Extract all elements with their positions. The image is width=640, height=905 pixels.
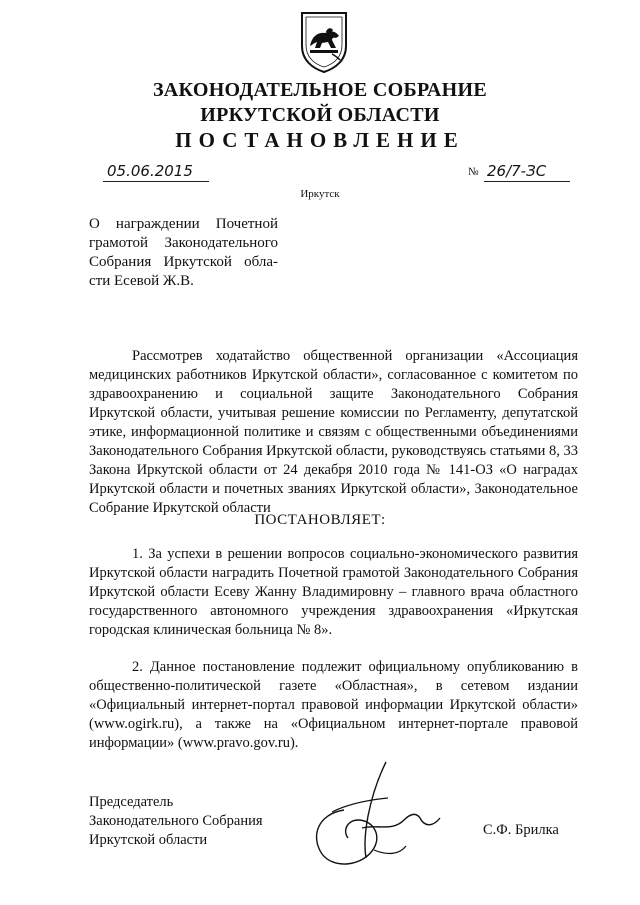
number-field bbox=[468, 162, 570, 184]
date-underline bbox=[103, 181, 209, 182]
number-sign: № bbox=[468, 166, 479, 178]
document-number: 26/7-ЗС bbox=[487, 162, 547, 180]
signer-title bbox=[89, 793, 263, 850]
date-field bbox=[103, 162, 209, 184]
city-label: Иркутск bbox=[300, 188, 340, 200]
preamble-paragraph: Рассмотрев ходатайство общественной организации «Ассоциация медицинских работников Иркутской области», согласованное с комитетом по здравоохранению и социальной защите Законодательного Собрания Иркутской области, учитывая решение комиссии по Регламенту, депутатской этике, информационной политике и связям с общественными объединениями Законодательного Собрания Иркутской области, руководствуясь статьями 8, 33 Закона Иркутской области от 24 декабря 2010 года № 141-ОЗ «О наградах Иркутской области и почетных званиях Иркутской области», Законодательное Собрание Иркутской области bbox=[89, 348, 578, 516]
signer-title-line3: Иркутской области bbox=[89, 832, 208, 848]
organization-name-line1: ЗАКОНОДАТЕЛЬНОЕ СОБРАНИЕ bbox=[152, 79, 488, 101]
document-type-title: ПОСТАНОВЛЕНИЕ bbox=[175, 128, 465, 152]
number-underline bbox=[484, 181, 570, 182]
date-value: 05.06.2015 bbox=[107, 162, 193, 180]
coat-of-arms-icon bbox=[298, 10, 350, 74]
handwritten-signature bbox=[308, 758, 458, 870]
resolution-item-1: 1. За успехи в решении вопросов социально-экономического развития Иркутской области наградить Почетной грамотой Законодательного Собрания Иркутской области Есеву Жанну Владимировну – главного врача областного государственного автономного учреждения здравоохранения «Иркутская городская клиническая больница № 8». bbox=[89, 546, 578, 638]
resolution-item-2: 2. Данное постановление подлежит официальному опубликованию в общественно-политической газете «Областная», в сетевом издании «Официальный интернет-портал правовой информации Иркутской области» (www.ogirk.ru), а также на «Официальном интернет-портале правовой информации» (www.pravo.gov.ru). bbox=[89, 659, 578, 751]
signer-title-line1: Председатель bbox=[89, 794, 174, 810]
organization-name-line2: ИРКУТСКОЙ ОБЛАСТИ bbox=[200, 104, 440, 126]
signer-title-line2: Законодательного Собрания bbox=[89, 813, 263, 829]
document-subject: О награждении Почетной грамотой Законодательного Собрания Иркутской обла-сти Есевой Ж.В. bbox=[89, 216, 278, 289]
signer-name: С.Ф. Брилка bbox=[483, 822, 559, 838]
resolves-heading: ПОСТАНОВЛЯЕТ: bbox=[254, 512, 386, 528]
